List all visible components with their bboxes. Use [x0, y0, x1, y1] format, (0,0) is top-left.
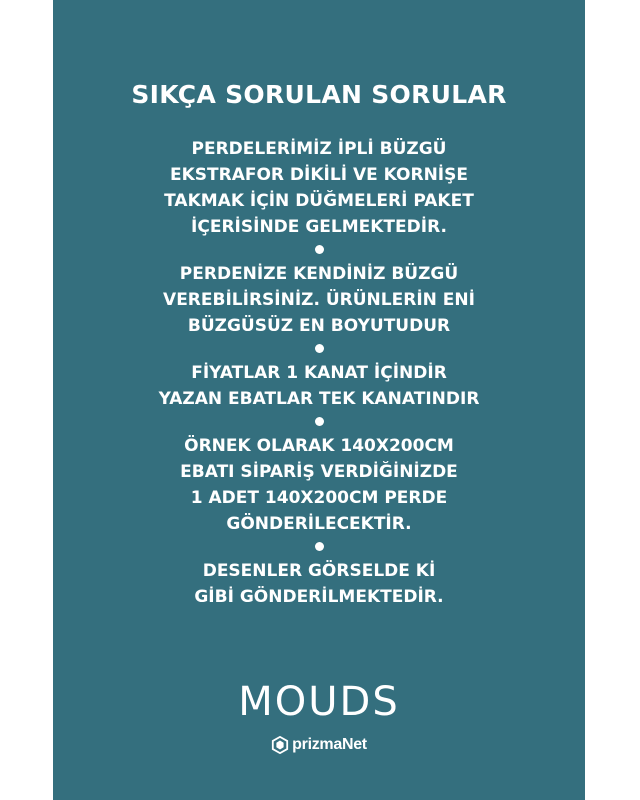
bullet-separator — [315, 344, 324, 353]
faq-panel — [53, 0, 585, 800]
faq-line: İÇERİSİNDE GELMEKTEDİR. — [191, 217, 447, 237]
bullet-separator — [315, 542, 324, 551]
mouds-logo: MOUDS — [238, 679, 400, 725]
faq-line: GÖNDERİLECEKTİR. — [226, 514, 412, 534]
faq-line: EKSTRAFOR DİKİLİ VE KORNİŞE — [169, 165, 468, 185]
faq-line: DESENLER GÖRSELDE Kİ — [202, 561, 436, 581]
faq-line: PERDENİZE KENDİNİZ BÜZGÜ — [179, 264, 459, 284]
faq-line: ÖRNEK OLARAK 140X200CM — [184, 436, 454, 456]
faq-item-4 — [53, 433, 585, 537]
faq-line: EBATI SİPARİŞ VERDİĞİNİZDE — [180, 462, 458, 482]
faq-line: VEREBİLİRSİNİZ. ÜRÜNLERİN ENİ — [163, 290, 475, 310]
prizma-hexagon-icon — [271, 736, 289, 754]
bullet-separator — [315, 245, 324, 254]
faq-list — [53, 136, 585, 610]
faq-item-1 — [53, 136, 585, 240]
faq-item-2 — [53, 261, 585, 339]
faq-line: BÜZGÜSÜZ EN BOYUTUDUR — [187, 316, 451, 336]
bullet-separator — [315, 417, 324, 426]
prizmanet-logo — [53, 734, 585, 756]
faq-line: TAKMAK İÇİN DÜĞMELERİ PAKET — [164, 191, 474, 211]
faq-line: PERDELERİMİZ İPLİ BÜZGÜ — [191, 139, 447, 159]
faq-line: GİBİ GÖNDERİLMEKTEDİR. — [194, 587, 444, 607]
faq-line: FİYATLAR 1 KANAT İÇİNDİR — [191, 363, 447, 383]
prizmanet-wordmark: prizmaNet — [292, 736, 367, 753]
faq-item-5 — [53, 558, 585, 610]
page-title: SIKÇA SORULAN SORULAR — [131, 80, 507, 109]
faq-item-3 — [53, 360, 585, 412]
faq-line: YAZAN EBATLAR TEK KANATINDIR — [158, 389, 480, 409]
faq-line: 1 ADET 140X200CM PERDE — [190, 488, 448, 508]
